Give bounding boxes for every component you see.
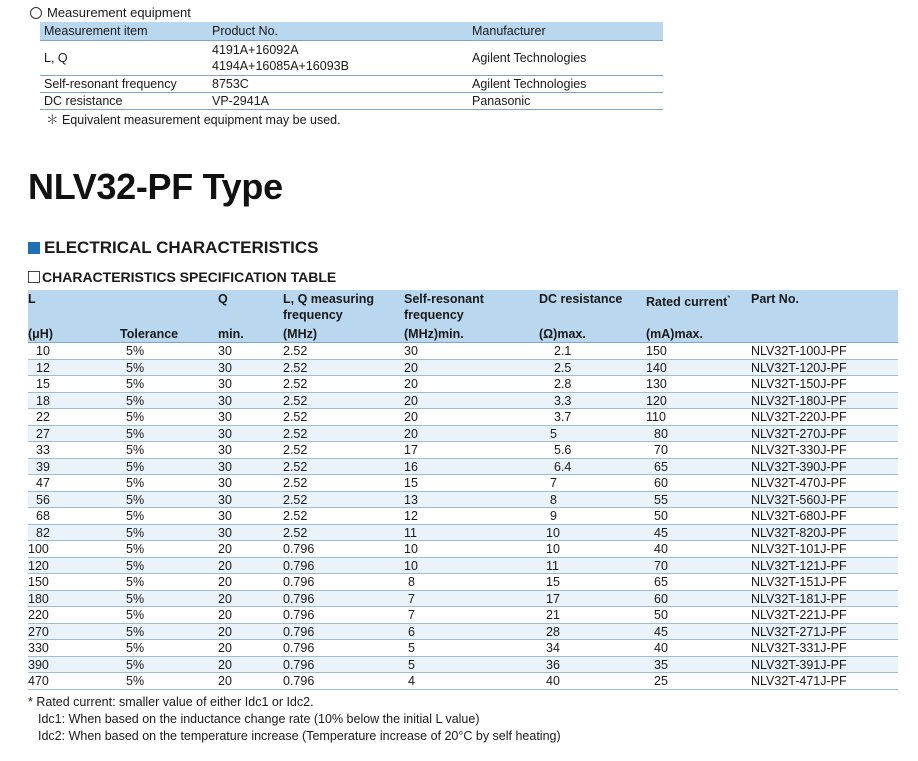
cell-dc-resistance: 2.5 bbox=[554, 360, 572, 375]
footnote-idc1: Idc1: When based on the inductance change rate (10% below the initial L value) bbox=[38, 712, 480, 726]
equipment-note: ＊ Equivalent measurement equipment may be used. bbox=[46, 113, 341, 127]
cell-q-min: 20 bbox=[218, 575, 232, 589]
cell-measuring-freq: 2.52 bbox=[283, 377, 308, 391]
cell-dc-resistance: 34 bbox=[546, 641, 560, 655]
cell-part-no: NLV32T-391J-PF bbox=[751, 657, 847, 672]
cell-q-min: 30 bbox=[218, 360, 232, 375]
cell-dc-resistance: 6.4 bbox=[554, 459, 572, 474]
cell-tolerance: 5% bbox=[126, 575, 145, 589]
cell-rated-current: 25 bbox=[654, 674, 668, 688]
cell-srf: 5 bbox=[408, 641, 415, 655]
header-freq-unit: (MHz) bbox=[283, 327, 318, 341]
footnote-rated: * Rated current: smaller value of either Idc1 or Idc2. bbox=[28, 695, 314, 709]
cell-q-min: 30 bbox=[218, 459, 232, 474]
table-row bbox=[28, 442, 898, 459]
cell-tolerance: 5% bbox=[126, 393, 145, 408]
circle-bullet-icon bbox=[30, 7, 42, 19]
cell-rated-current: 80 bbox=[654, 426, 668, 441]
cell-dc-resistance: 2.1 bbox=[554, 344, 572, 358]
cell-part-no: NLV32T-560J-PF bbox=[751, 492, 847, 507]
cell-part-no: NLV32T-271J-PF bbox=[751, 624, 847, 639]
cell-measuring-freq: 0.796 bbox=[283, 674, 315, 688]
cell-srf: 4 bbox=[408, 674, 415, 688]
header-rc bbox=[646, 291, 730, 310]
table-row bbox=[28, 558, 898, 575]
table-row bbox=[28, 657, 898, 674]
header-pn: Part No. bbox=[751, 292, 799, 306]
cell-inductance: 120 bbox=[28, 558, 49, 573]
cell-q-min: 20 bbox=[218, 542, 232, 556]
cell-part-no: NLV32T-330J-PF bbox=[751, 443, 847, 457]
table-row bbox=[28, 343, 898, 360]
equipment-manufacturer: Agilent Technologies bbox=[472, 77, 587, 91]
equipment-item: Self-resonant frequency bbox=[44, 77, 177, 91]
cell-dc-resistance: 28 bbox=[546, 624, 560, 639]
cell-srf: 20 bbox=[404, 393, 418, 408]
cell-inductance: 330 bbox=[28, 641, 49, 655]
table-row bbox=[28, 624, 898, 641]
cell-rated-current: 60 bbox=[654, 591, 668, 606]
cell-rated-current: 70 bbox=[654, 558, 668, 573]
table-row bbox=[28, 376, 898, 393]
cell-rated-current: 40 bbox=[654, 542, 668, 556]
table-row bbox=[28, 541, 898, 558]
cell-measuring-freq: 2.52 bbox=[283, 426, 308, 441]
cell-part-no: NLV32T-270J-PF bbox=[751, 426, 847, 441]
cell-srf: 13 bbox=[404, 492, 418, 507]
cell-dc-resistance: 7 bbox=[550, 476, 557, 490]
cell-part-no: NLV32T-390J-PF bbox=[751, 459, 847, 474]
cell-inductance: 180 bbox=[28, 591, 49, 606]
equipment-table-header bbox=[40, 22, 663, 41]
cell-rated-current: 45 bbox=[654, 624, 668, 639]
cell-tolerance: 5% bbox=[126, 624, 145, 639]
cell-dc-resistance: 3.3 bbox=[554, 393, 572, 408]
cell-tolerance: 5% bbox=[126, 509, 145, 523]
cell-inductance: 68 bbox=[36, 509, 50, 523]
equipment-table bbox=[40, 22, 663, 110]
cell-srf: 11 bbox=[404, 525, 417, 540]
cell-rated-current: 35 bbox=[654, 657, 668, 672]
cell-tolerance: 5% bbox=[126, 476, 145, 490]
table-row bbox=[28, 508, 898, 525]
cell-q-min: 30 bbox=[218, 426, 232, 441]
cell-dc-resistance: 10 bbox=[546, 525, 560, 540]
cell-tolerance: 5% bbox=[126, 443, 145, 457]
cell-part-no: NLV32T-221J-PF bbox=[751, 608, 847, 622]
cell-measuring-freq: 0.796 bbox=[283, 641, 315, 655]
cell-measuring-freq: 2.52 bbox=[283, 443, 308, 457]
equipment-row-lq bbox=[40, 41, 663, 76]
cell-q-min: 30 bbox=[218, 443, 232, 457]
cell-inductance: 33 bbox=[36, 443, 50, 457]
cell-dc-resistance: 21 bbox=[546, 608, 560, 622]
cell-rated-current: 50 bbox=[654, 509, 668, 523]
cell-dc-resistance: 5 bbox=[550, 426, 557, 441]
table-row bbox=[28, 492, 898, 509]
cell-inductance: 220 bbox=[28, 608, 49, 622]
equipment-manufacturer: Agilent Technologies bbox=[472, 51, 587, 65]
cell-dc-resistance: 10 bbox=[546, 542, 560, 556]
table-row bbox=[28, 574, 898, 591]
table-row bbox=[28, 475, 898, 492]
filled-square-icon bbox=[28, 242, 40, 254]
table-row bbox=[28, 673, 898, 690]
cell-measuring-freq: 2.52 bbox=[283, 459, 308, 474]
cell-rated-current: 65 bbox=[654, 575, 668, 589]
cell-rated-current: 65 bbox=[654, 459, 668, 474]
cell-dc-resistance: 5.6 bbox=[554, 443, 572, 457]
cell-tolerance: 5% bbox=[126, 360, 145, 375]
cell-srf: 30 bbox=[404, 344, 418, 358]
equipment-product bbox=[208, 42, 472, 74]
cell-tolerance: 5% bbox=[126, 525, 145, 540]
cell-inductance: 390 bbox=[28, 657, 49, 672]
header-q: Q bbox=[218, 292, 228, 306]
product-line: 4191A+16092A bbox=[212, 43, 299, 57]
cell-dc-resistance: 8 bbox=[550, 492, 557, 507]
cell-rated-current: 40 bbox=[654, 641, 668, 655]
header-l-unit: (μH) bbox=[28, 327, 53, 341]
cell-part-no: NLV32T-180J-PF bbox=[751, 393, 847, 408]
cell-part-no: NLV32T-100J-PF bbox=[751, 344, 847, 358]
cell-srf: 6 bbox=[408, 624, 415, 639]
cell-srf: 20 bbox=[404, 426, 418, 441]
cell-rated-current: 50 bbox=[654, 608, 668, 622]
cell-measuring-freq: 2.52 bbox=[283, 393, 308, 408]
cell-measuring-freq: 0.796 bbox=[283, 558, 315, 573]
cell-srf: 20 bbox=[404, 410, 418, 424]
cell-rated-current: 110 bbox=[646, 410, 666, 424]
cell-tolerance: 5% bbox=[126, 492, 145, 507]
equipment-product: 8753C bbox=[212, 77, 249, 91]
cell-part-no: NLV32T-120J-PF bbox=[751, 360, 847, 375]
cell-tolerance: 5% bbox=[126, 426, 145, 441]
equipment-item: L, Q bbox=[44, 51, 68, 65]
header-srf-unit: (MHz)min. bbox=[404, 327, 464, 341]
cell-inductance: 100 bbox=[28, 542, 49, 556]
header-rc-text: Rated current bbox=[646, 295, 728, 310]
cell-srf: 20 bbox=[404, 360, 418, 375]
cell-measuring-freq: 2.52 bbox=[283, 476, 308, 490]
table-row bbox=[28, 607, 898, 624]
cell-rated-current: 45 bbox=[654, 525, 668, 540]
header-dc-unit: (Ω)max. bbox=[539, 327, 586, 341]
cell-q-min: 30 bbox=[218, 525, 232, 540]
spec-table-heading bbox=[28, 269, 336, 285]
cell-tolerance: 5% bbox=[126, 608, 145, 622]
header-manufacturer: Manufacturer bbox=[472, 24, 546, 38]
cell-part-no: NLV32T-820J-PF bbox=[751, 525, 847, 540]
electrical-heading bbox=[28, 238, 319, 258]
header-dc: DC resistance bbox=[539, 292, 623, 306]
cell-part-no: NLV32T-331J-PF bbox=[751, 641, 847, 655]
header-product-no: Product No. bbox=[212, 24, 279, 38]
cell-q-min: 30 bbox=[218, 344, 232, 358]
cell-measuring-freq: 0.796 bbox=[283, 591, 315, 606]
cell-q-min: 20 bbox=[218, 641, 232, 655]
cell-q-min: 20 bbox=[218, 624, 232, 639]
equipment-row-dc bbox=[40, 93, 663, 110]
equipment-heading-text: Measurement equipment bbox=[47, 5, 191, 20]
table-row bbox=[28, 393, 898, 410]
cell-inductance: 39 bbox=[36, 459, 50, 474]
header-srf: Self-resonant frequency bbox=[404, 292, 484, 322]
cell-q-min: 30 bbox=[218, 410, 232, 424]
header-rc-mark: * bbox=[727, 294, 731, 303]
cell-tolerance: 5% bbox=[126, 674, 145, 688]
footnotes bbox=[28, 694, 561, 745]
header-freq: L, Q measuring frequency bbox=[283, 292, 374, 322]
cell-inductance: 470 bbox=[28, 674, 49, 688]
cell-dc-resistance: 17 bbox=[546, 591, 560, 606]
cell-inductance: 56 bbox=[36, 492, 50, 507]
cell-inductance: 27 bbox=[36, 426, 50, 441]
cell-part-no: NLV32T-471J-PF bbox=[751, 674, 847, 688]
cell-inductance: 15 bbox=[36, 377, 50, 391]
cell-q-min: 30 bbox=[218, 476, 232, 490]
cell-srf: 12 bbox=[404, 509, 418, 523]
spec-table-body bbox=[28, 343, 898, 690]
cell-srf: 17 bbox=[404, 443, 418, 457]
cell-q-min: 20 bbox=[218, 591, 232, 606]
cell-dc-resistance: 9 bbox=[550, 509, 557, 523]
cell-part-no: NLV32T-151J-PF bbox=[751, 575, 847, 589]
cell-inductance: 47 bbox=[36, 476, 50, 490]
table-row bbox=[28, 459, 898, 476]
cell-q-min: 20 bbox=[218, 558, 232, 573]
cell-srf: 16 bbox=[404, 459, 418, 474]
cell-measuring-freq: 0.796 bbox=[283, 542, 315, 556]
equipment-item: DC resistance bbox=[44, 94, 123, 108]
spec-table bbox=[28, 290, 898, 690]
spec-heading-text: CHARACTERISTICS SPECIFICATION TABLE bbox=[42, 269, 337, 285]
equipment-product: VP-2941A bbox=[212, 94, 269, 108]
cell-tolerance: 5% bbox=[126, 591, 145, 606]
cell-rated-current: 130 bbox=[646, 377, 667, 391]
header-q-unit: min. bbox=[218, 327, 244, 341]
product-line: 4194A+16085A+16093B bbox=[212, 59, 349, 73]
cell-measuring-freq: 0.796 bbox=[283, 657, 315, 672]
cell-tolerance: 5% bbox=[126, 542, 145, 556]
cell-measuring-freq: 0.796 bbox=[283, 575, 315, 589]
cell-q-min: 20 bbox=[218, 657, 232, 672]
cell-srf: 8 bbox=[408, 575, 415, 589]
cell-part-no: NLV32T-220J-PF bbox=[751, 410, 847, 424]
cell-rated-current: 150 bbox=[646, 344, 667, 358]
cell-tolerance: 5% bbox=[126, 657, 145, 672]
table-row bbox=[28, 591, 898, 608]
cell-srf: 10 bbox=[404, 542, 418, 556]
page-title: NLV32-PF Type bbox=[28, 166, 283, 207]
electrical-heading-text: ELECTRICAL CHARACTERISTICS bbox=[44, 238, 319, 257]
square-outline-icon bbox=[28, 271, 40, 283]
cell-measuring-freq: 0.796 bbox=[283, 608, 315, 622]
table-row bbox=[28, 409, 898, 426]
footnote-idc2: Idc2: When based on the temperature increase (Temperature increase of 20°C by self heating) bbox=[38, 729, 561, 743]
cell-tolerance: 5% bbox=[126, 459, 145, 474]
cell-srf: 10 bbox=[404, 558, 418, 573]
cell-dc-resistance: 3.7 bbox=[554, 410, 572, 424]
cell-q-min: 30 bbox=[218, 393, 232, 408]
cell-srf: 7 bbox=[408, 591, 415, 606]
table-row bbox=[28, 360, 898, 377]
table-row bbox=[28, 525, 898, 542]
cell-tolerance: 5% bbox=[126, 377, 145, 391]
cell-measuring-freq: 2.52 bbox=[283, 525, 308, 540]
cell-q-min: 30 bbox=[218, 492, 232, 507]
header-l: L bbox=[28, 292, 36, 306]
cell-part-no: NLV32T-150J-PF bbox=[751, 377, 847, 391]
cell-q-min: 30 bbox=[218, 509, 232, 523]
cell-inductance: 150 bbox=[28, 575, 49, 589]
cell-part-no: NLV32T-181J-PF bbox=[751, 591, 847, 606]
cell-measuring-freq: 2.52 bbox=[283, 344, 308, 358]
cell-srf: 5 bbox=[408, 657, 415, 672]
cell-dc-resistance: 36 bbox=[546, 657, 560, 672]
cell-tolerance: 5% bbox=[126, 410, 145, 424]
cell-dc-resistance: 15 bbox=[546, 575, 560, 589]
spec-table-header bbox=[28, 290, 898, 343]
cell-q-min: 30 bbox=[218, 377, 232, 391]
cell-measuring-freq: 2.52 bbox=[283, 410, 308, 424]
cell-measuring-freq: 2.52 bbox=[283, 360, 308, 375]
cell-q-min: 20 bbox=[218, 674, 232, 688]
cell-srf: 20 bbox=[404, 377, 418, 391]
header-measurement-item: Measurement item bbox=[44, 24, 148, 38]
cell-rated-current: 70 bbox=[654, 443, 668, 457]
cell-dc-resistance: 40 bbox=[546, 674, 560, 688]
table-row bbox=[28, 640, 898, 657]
cell-part-no: NLV32T-101J-PF bbox=[751, 542, 847, 556]
equipment-heading bbox=[30, 5, 191, 20]
cell-srf: 15 bbox=[404, 476, 418, 490]
cell-inductance: 18 bbox=[36, 393, 50, 408]
cell-tolerance: 5% bbox=[126, 344, 145, 358]
cell-part-no: NLV32T-680J-PF bbox=[751, 509, 847, 523]
cell-srf: 7 bbox=[408, 608, 415, 622]
cell-inductance: 82 bbox=[36, 525, 50, 540]
cell-rated-current: 120 bbox=[646, 393, 667, 408]
header-rc-unit: (mA)max. bbox=[646, 327, 703, 341]
cell-rated-current: 140 bbox=[646, 360, 667, 375]
cell-dc-resistance: 2.8 bbox=[554, 377, 572, 391]
cell-dc-resistance: 11 bbox=[546, 558, 559, 573]
cell-rated-current: 60 bbox=[654, 476, 668, 490]
equipment-row-srf bbox=[40, 76, 663, 93]
cell-measuring-freq: 2.52 bbox=[283, 492, 308, 507]
cell-inductance: 12 bbox=[36, 360, 50, 375]
cell-tolerance: 5% bbox=[126, 558, 145, 573]
cell-inductance: 270 bbox=[28, 624, 49, 639]
table-row bbox=[28, 426, 898, 443]
cell-inductance: 10 bbox=[36, 344, 50, 358]
cell-tolerance: 5% bbox=[126, 641, 145, 655]
equipment-manufacturer: Panasonic bbox=[472, 94, 531, 108]
cell-part-no: NLV32T-121J-PF bbox=[751, 558, 847, 573]
cell-measuring-freq: 0.796 bbox=[283, 624, 315, 639]
cell-measuring-freq: 2.52 bbox=[283, 509, 308, 523]
cell-inductance: 22 bbox=[36, 410, 50, 424]
cell-part-no: NLV32T-470J-PF bbox=[751, 476, 847, 490]
cell-q-min: 20 bbox=[218, 608, 232, 622]
header-tolerance: Tolerance bbox=[120, 327, 179, 341]
cell-rated-current: 55 bbox=[654, 492, 668, 507]
